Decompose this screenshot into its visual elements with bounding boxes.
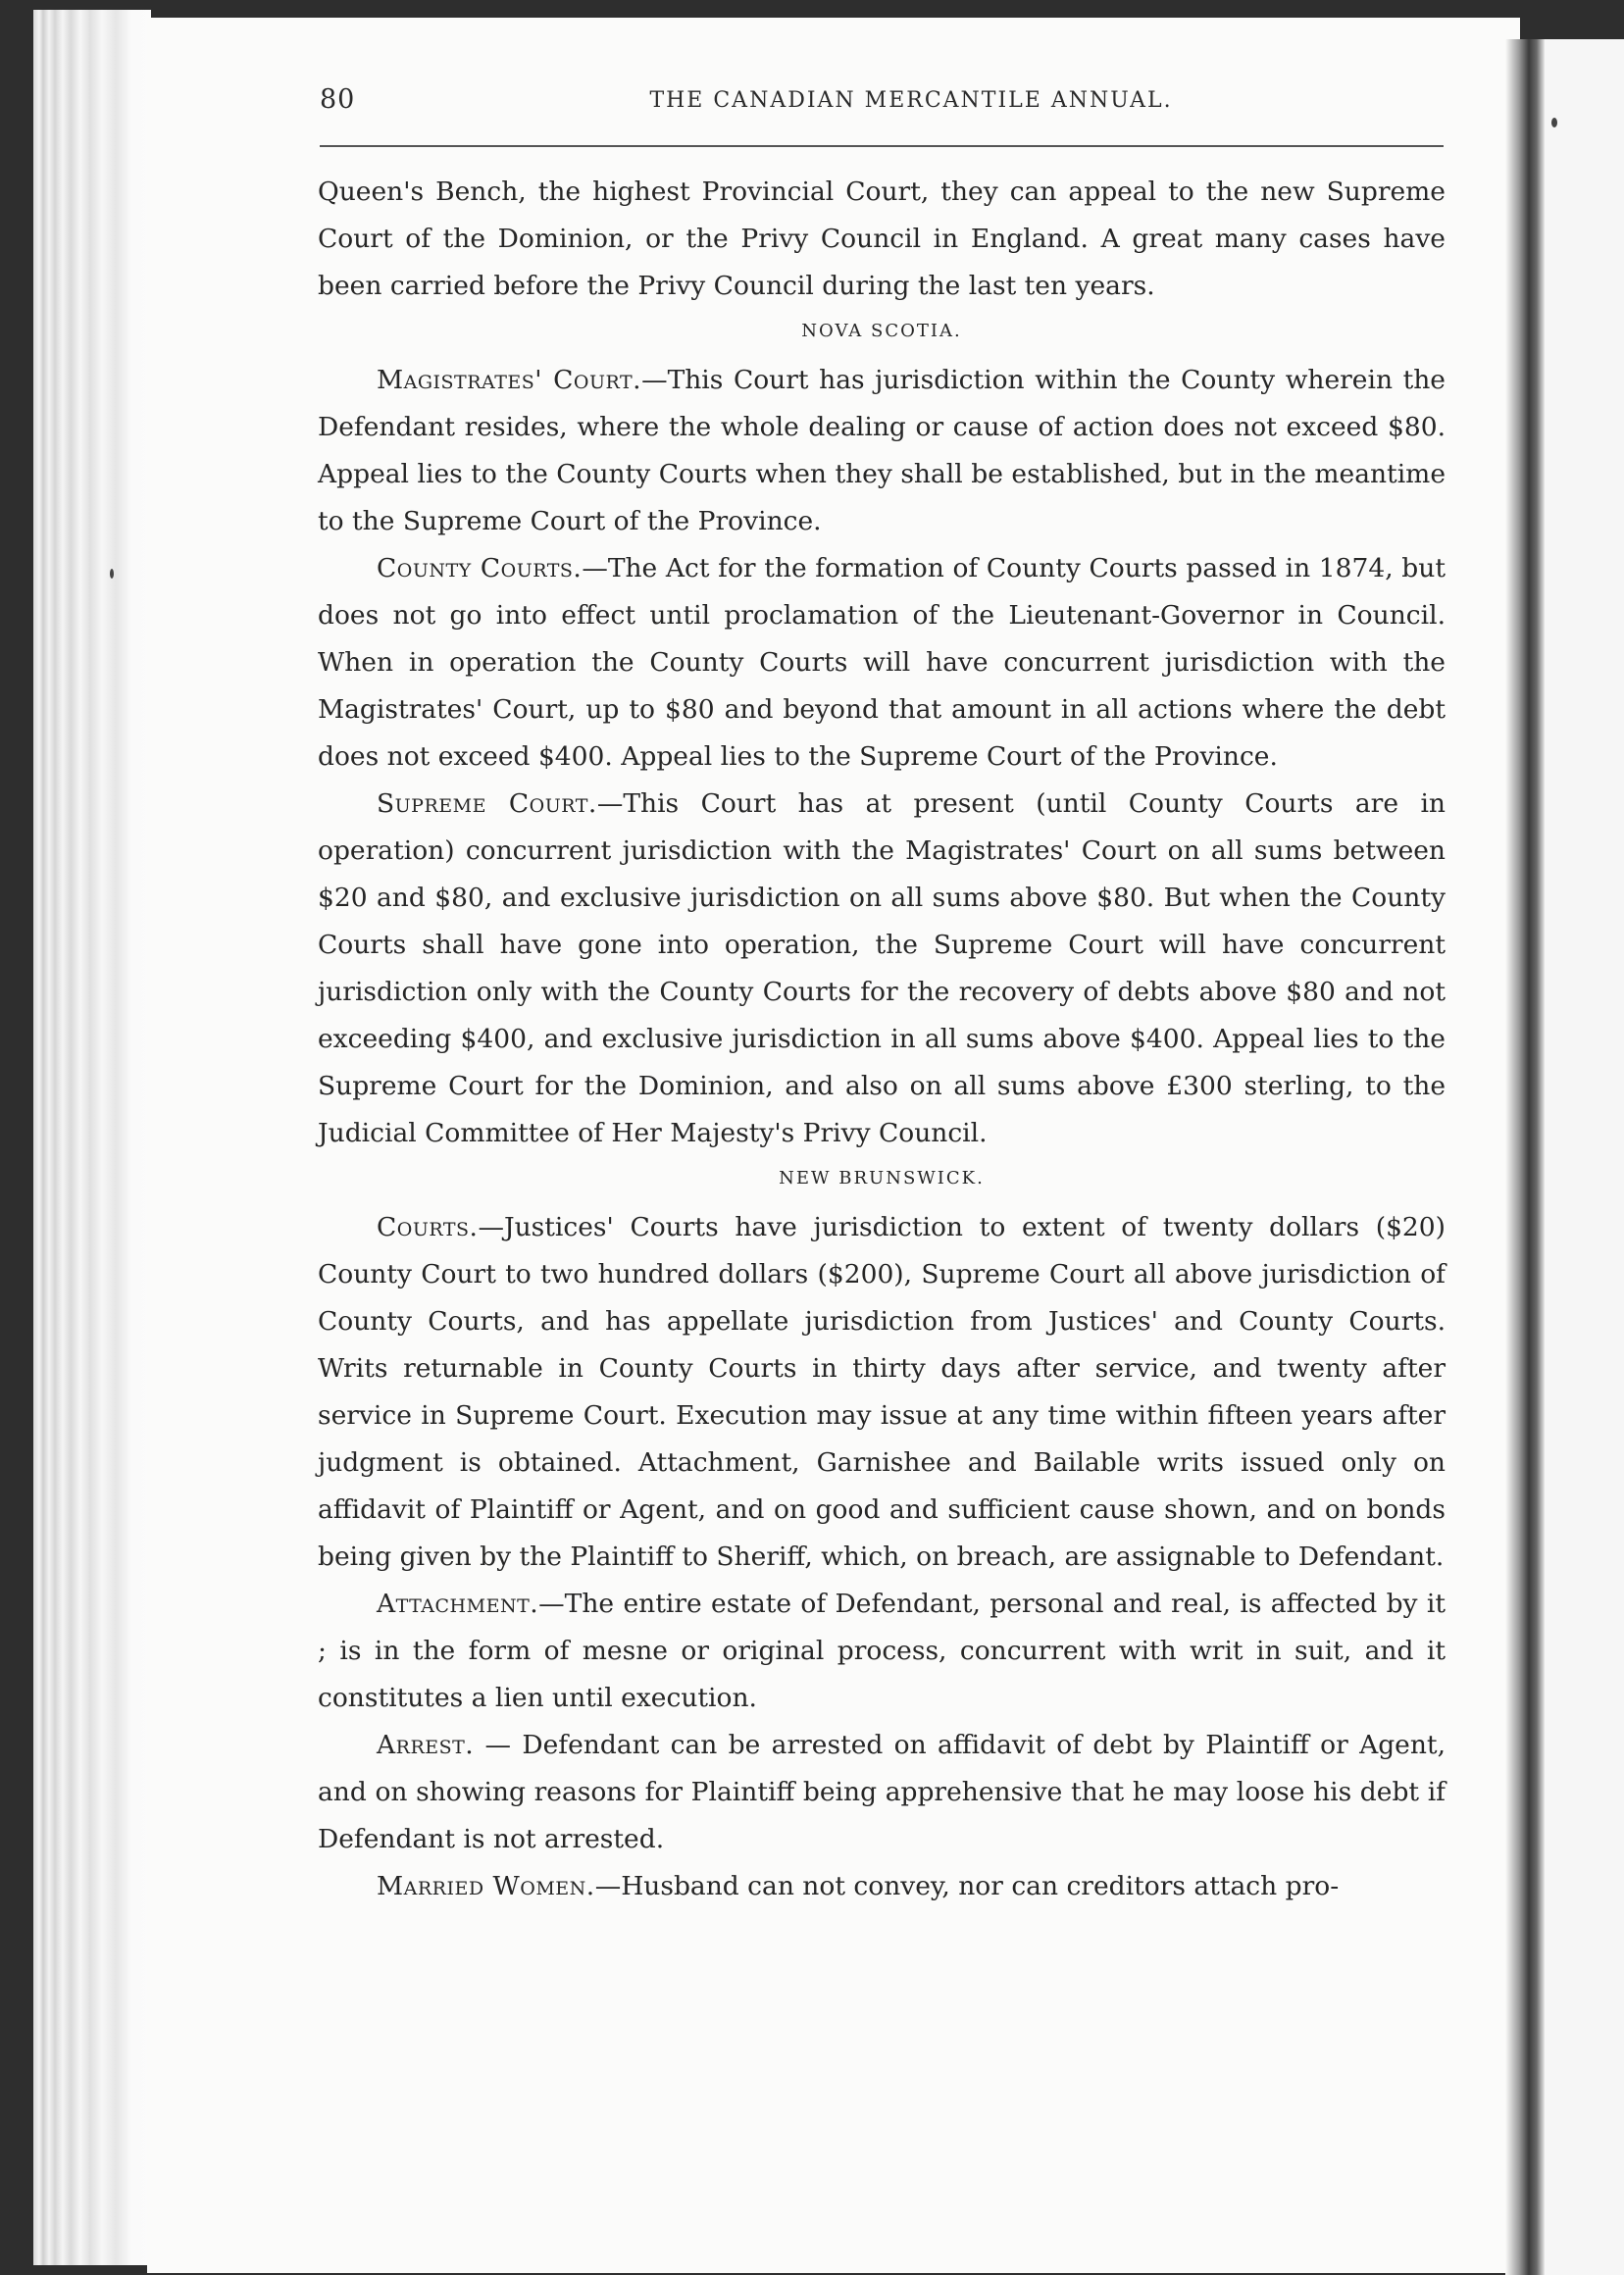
paragraph-attachment xyxy=(318,1581,1446,1722)
page-number: 80 xyxy=(320,84,356,115)
paragraph-supreme-court xyxy=(318,781,1446,1157)
paragraph-courts xyxy=(318,1204,1446,1581)
section-heading-new-brunswick: NEW BRUNSWICK. xyxy=(779,1168,985,1188)
paragraph-county-courts xyxy=(318,545,1446,781)
term-courts: Courts. xyxy=(377,1212,479,1242)
section-heading-nova-scotia: NOVA SCOTIA. xyxy=(801,321,962,341)
text-county-courts: —The Act for the formation of County Courts passed in 1874, but does not go into effect until proclamation of the Lieutenant-Governor in Council. When in operation the County Courts will have concurrent jurisdiction with the Magistrates' Court, up to $80 and beyond that amount in all actions where the debt does not exceed $400. Appeal lies to the Supreme Court of the Province. xyxy=(318,553,1446,772)
paragraph-arrest xyxy=(318,1722,1446,1863)
book-gutter xyxy=(1505,39,1545,2275)
page-body xyxy=(318,169,1446,1910)
facing-page-edge xyxy=(1545,39,1624,2275)
paragraph-married-women xyxy=(318,1863,1446,1910)
running-title: THE CANADIAN MERCANTILE ANNUAL. xyxy=(649,88,1173,113)
scan-speck xyxy=(1551,118,1557,127)
term-magistrates-court: Magistrates' Court. xyxy=(377,365,642,395)
term-married-women: Married Women. xyxy=(377,1871,595,1901)
text-courts: —Justices' Courts have jurisdiction to extent of twenty dollars ($20) County Court to two hundred dollars ($200), Supreme Court all above jurisdiction of County Courts, and has appellate jurisdiction from Justices' and County Courts. Writs returnable in County Courts in thirty days after service, and twenty after service in Supreme Court. Execution may issue at any time within fifteen years after judgment is obtained. Attachment, Garnishee and Bailable writs issued only on affidavit of Plaintiff or Agent, and on good and sufficient cause shown, and on bonds being given by the Plaintiff to Sheriff, which, on breach, are assignable to Defendant. xyxy=(318,1212,1446,1572)
text-supreme-court: —This Court has at present (until County Courts are in operation) concurrent jurisdiction with the Magistrates' Court on all sums between $20 and $80, and exclusive jurisdiction on all sums above $80. But when the County Courts shall have gone into operation, the Supreme Court will have concurrent jurisdiction only with the County Courts for the recovery of debts above $80 and not exceeding $400, and exclusive jurisdiction in all sums above $400. Appeal lies to the Supreme Court for the Dominion, and also on all sums above £300 sterling, to the Judicial Committee of Her Majesty's Privy Council. xyxy=(318,788,1446,1148)
intro-paragraph: Queen's Bench, the highest Provincial Court, they can appeal to the new Supreme Court of the Dominion, or the Privy Council in England. A great many cases have been carried before the Privy Council during the last ten years. xyxy=(318,177,1446,301)
book-page-edges xyxy=(33,10,151,2265)
header-rule xyxy=(320,145,1444,147)
text-magistrates-court: —This Court has jurisdiction within the County wherein the Defendant resides, where the whole dealing or cause of action does not exceed $80. Appeal lies to the County Courts when they shall be established, but in the meantime to the Supreme Court of the Province. xyxy=(318,365,1446,536)
term-county-courts: County Courts. xyxy=(377,553,583,583)
text-attachment: —The entire estate of Defendant, personal and real, is affected by it ; is in the form of mesne or original process, concurrent with writ in suit, and it constitutes a lien until execution. xyxy=(318,1589,1446,1713)
term-arrest: Arrest. xyxy=(377,1730,475,1760)
page-header xyxy=(320,84,1444,124)
term-attachment: Attachment. xyxy=(377,1589,539,1619)
text-married-women: —Husband can not convey, nor can creditors attach pro- xyxy=(594,1871,1340,1901)
text-arrest: — Defendant can be arrested on affidavit of debt by Plaintiff or Agent, and on showing reasons for Plaintiff being apprehensive that he may loose his debt if Defendant is not arrested. xyxy=(318,1730,1446,1854)
scan-speck xyxy=(110,569,114,579)
paragraph-magistrates-court xyxy=(318,357,1446,545)
term-supreme-court: Supreme Court. xyxy=(377,788,597,819)
